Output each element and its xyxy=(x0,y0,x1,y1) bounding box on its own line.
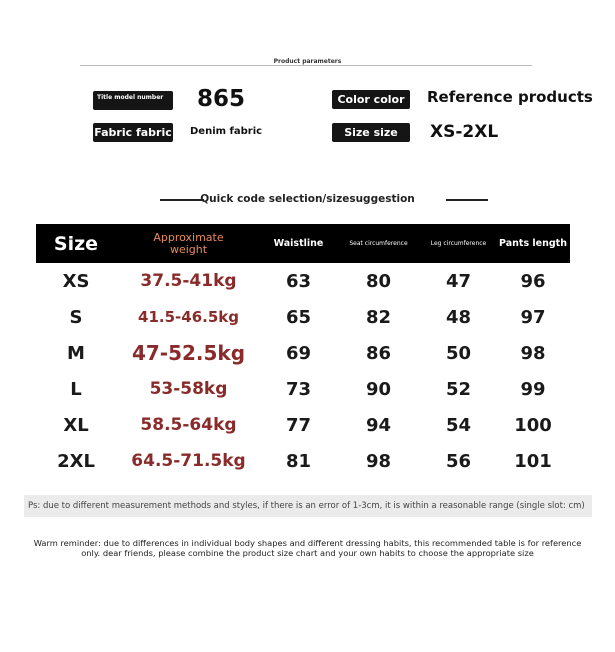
cell-size: M xyxy=(67,342,85,364)
cell-pants-length: 100 xyxy=(514,414,552,436)
cell-weight: 58.5-64kg xyxy=(140,415,237,435)
cell-leg: 50 xyxy=(445,342,472,364)
cell-waistline: 63 xyxy=(285,270,312,292)
header-seat: Seat circumference xyxy=(336,224,421,263)
header-size: Size xyxy=(36,224,116,263)
fabric-value: Denim fabric xyxy=(190,126,263,137)
cell-weight: 64.5-71.5kg xyxy=(131,451,246,471)
product-parameters-title: Product parameters xyxy=(273,58,342,65)
title-model-label: Title model number xyxy=(93,91,173,110)
cell-seat: 98 xyxy=(365,450,392,472)
cell-leg: 54 xyxy=(445,414,472,436)
cell-pants-length: 97 xyxy=(520,306,546,328)
cell-seat: 82 xyxy=(365,306,392,328)
cell-leg: 47 xyxy=(445,270,472,292)
cell-waistline: 73 xyxy=(285,378,312,400)
color-label: Color color xyxy=(332,90,410,109)
cell-pants-length: 98 xyxy=(520,342,546,364)
title-model-value: 865 xyxy=(197,86,246,112)
ps-note: Ps: due to different measurement methods and styles, if there is an error of 1-3cm, it is within a reasonable range (single slot: cm) xyxy=(24,495,592,517)
cell-weight: 37.5-41kg xyxy=(140,271,237,291)
table-row xyxy=(36,371,570,407)
size-value: XS-2XL xyxy=(430,122,499,142)
cell-waistline: 81 xyxy=(285,450,312,472)
cell-waistline: 69 xyxy=(285,342,312,364)
cell-leg: 48 xyxy=(445,306,472,328)
size-chart-table xyxy=(36,224,570,479)
cell-size: 2XL xyxy=(57,450,95,472)
table-row xyxy=(36,407,570,443)
cell-seat: 94 xyxy=(365,414,392,436)
header-leg: Leg circumference xyxy=(421,224,496,263)
cell-seat: 90 xyxy=(365,378,392,400)
table-row xyxy=(36,299,570,335)
cell-leg: 52 xyxy=(445,378,472,400)
cell-weight: 41.5-46.5kg xyxy=(138,308,239,326)
table-header-row xyxy=(36,224,570,263)
cell-size: XS xyxy=(62,270,90,292)
cell-size: L xyxy=(70,378,82,400)
cell-pants-length: 101 xyxy=(514,450,552,472)
cell-pants-length: 96 xyxy=(520,270,546,292)
table-row xyxy=(36,335,570,371)
fabric-label: Fabric fabric xyxy=(93,123,173,142)
cell-weight: 47-52.5kg xyxy=(131,341,246,365)
table-row xyxy=(36,443,570,479)
header-waistline: Waistline xyxy=(261,224,336,263)
cell-seat: 86 xyxy=(365,342,392,364)
quick-code-title: Quick code selection/sizesuggestion xyxy=(200,193,415,205)
color-value: Reference products xyxy=(427,88,593,106)
cell-seat: 80 xyxy=(365,270,392,292)
header-weight xyxy=(116,224,261,263)
cell-waistline: 77 xyxy=(285,414,312,436)
warm-reminder: Warm reminder: due to differences in individual body shapes and different dressing habits, this recommended table is for reference only. dear friends, please combine the product size chart and your own habits to choose the appropriate size xyxy=(33,538,582,558)
cell-waistline: 65 xyxy=(285,306,312,328)
header-divider xyxy=(80,65,532,66)
cell-weight: 53-58kg xyxy=(149,379,228,399)
cell-size: S xyxy=(69,306,83,328)
header-pants-length: Pants length xyxy=(496,224,570,263)
size-label: Size size xyxy=(332,123,410,142)
quick-code-dash-right xyxy=(446,199,488,201)
header-weight-text: Approximate weight xyxy=(153,230,224,256)
cell-pants-length: 99 xyxy=(520,378,546,400)
table-row xyxy=(36,263,570,299)
cell-size: XL xyxy=(63,414,89,436)
cell-leg: 56 xyxy=(445,450,472,472)
